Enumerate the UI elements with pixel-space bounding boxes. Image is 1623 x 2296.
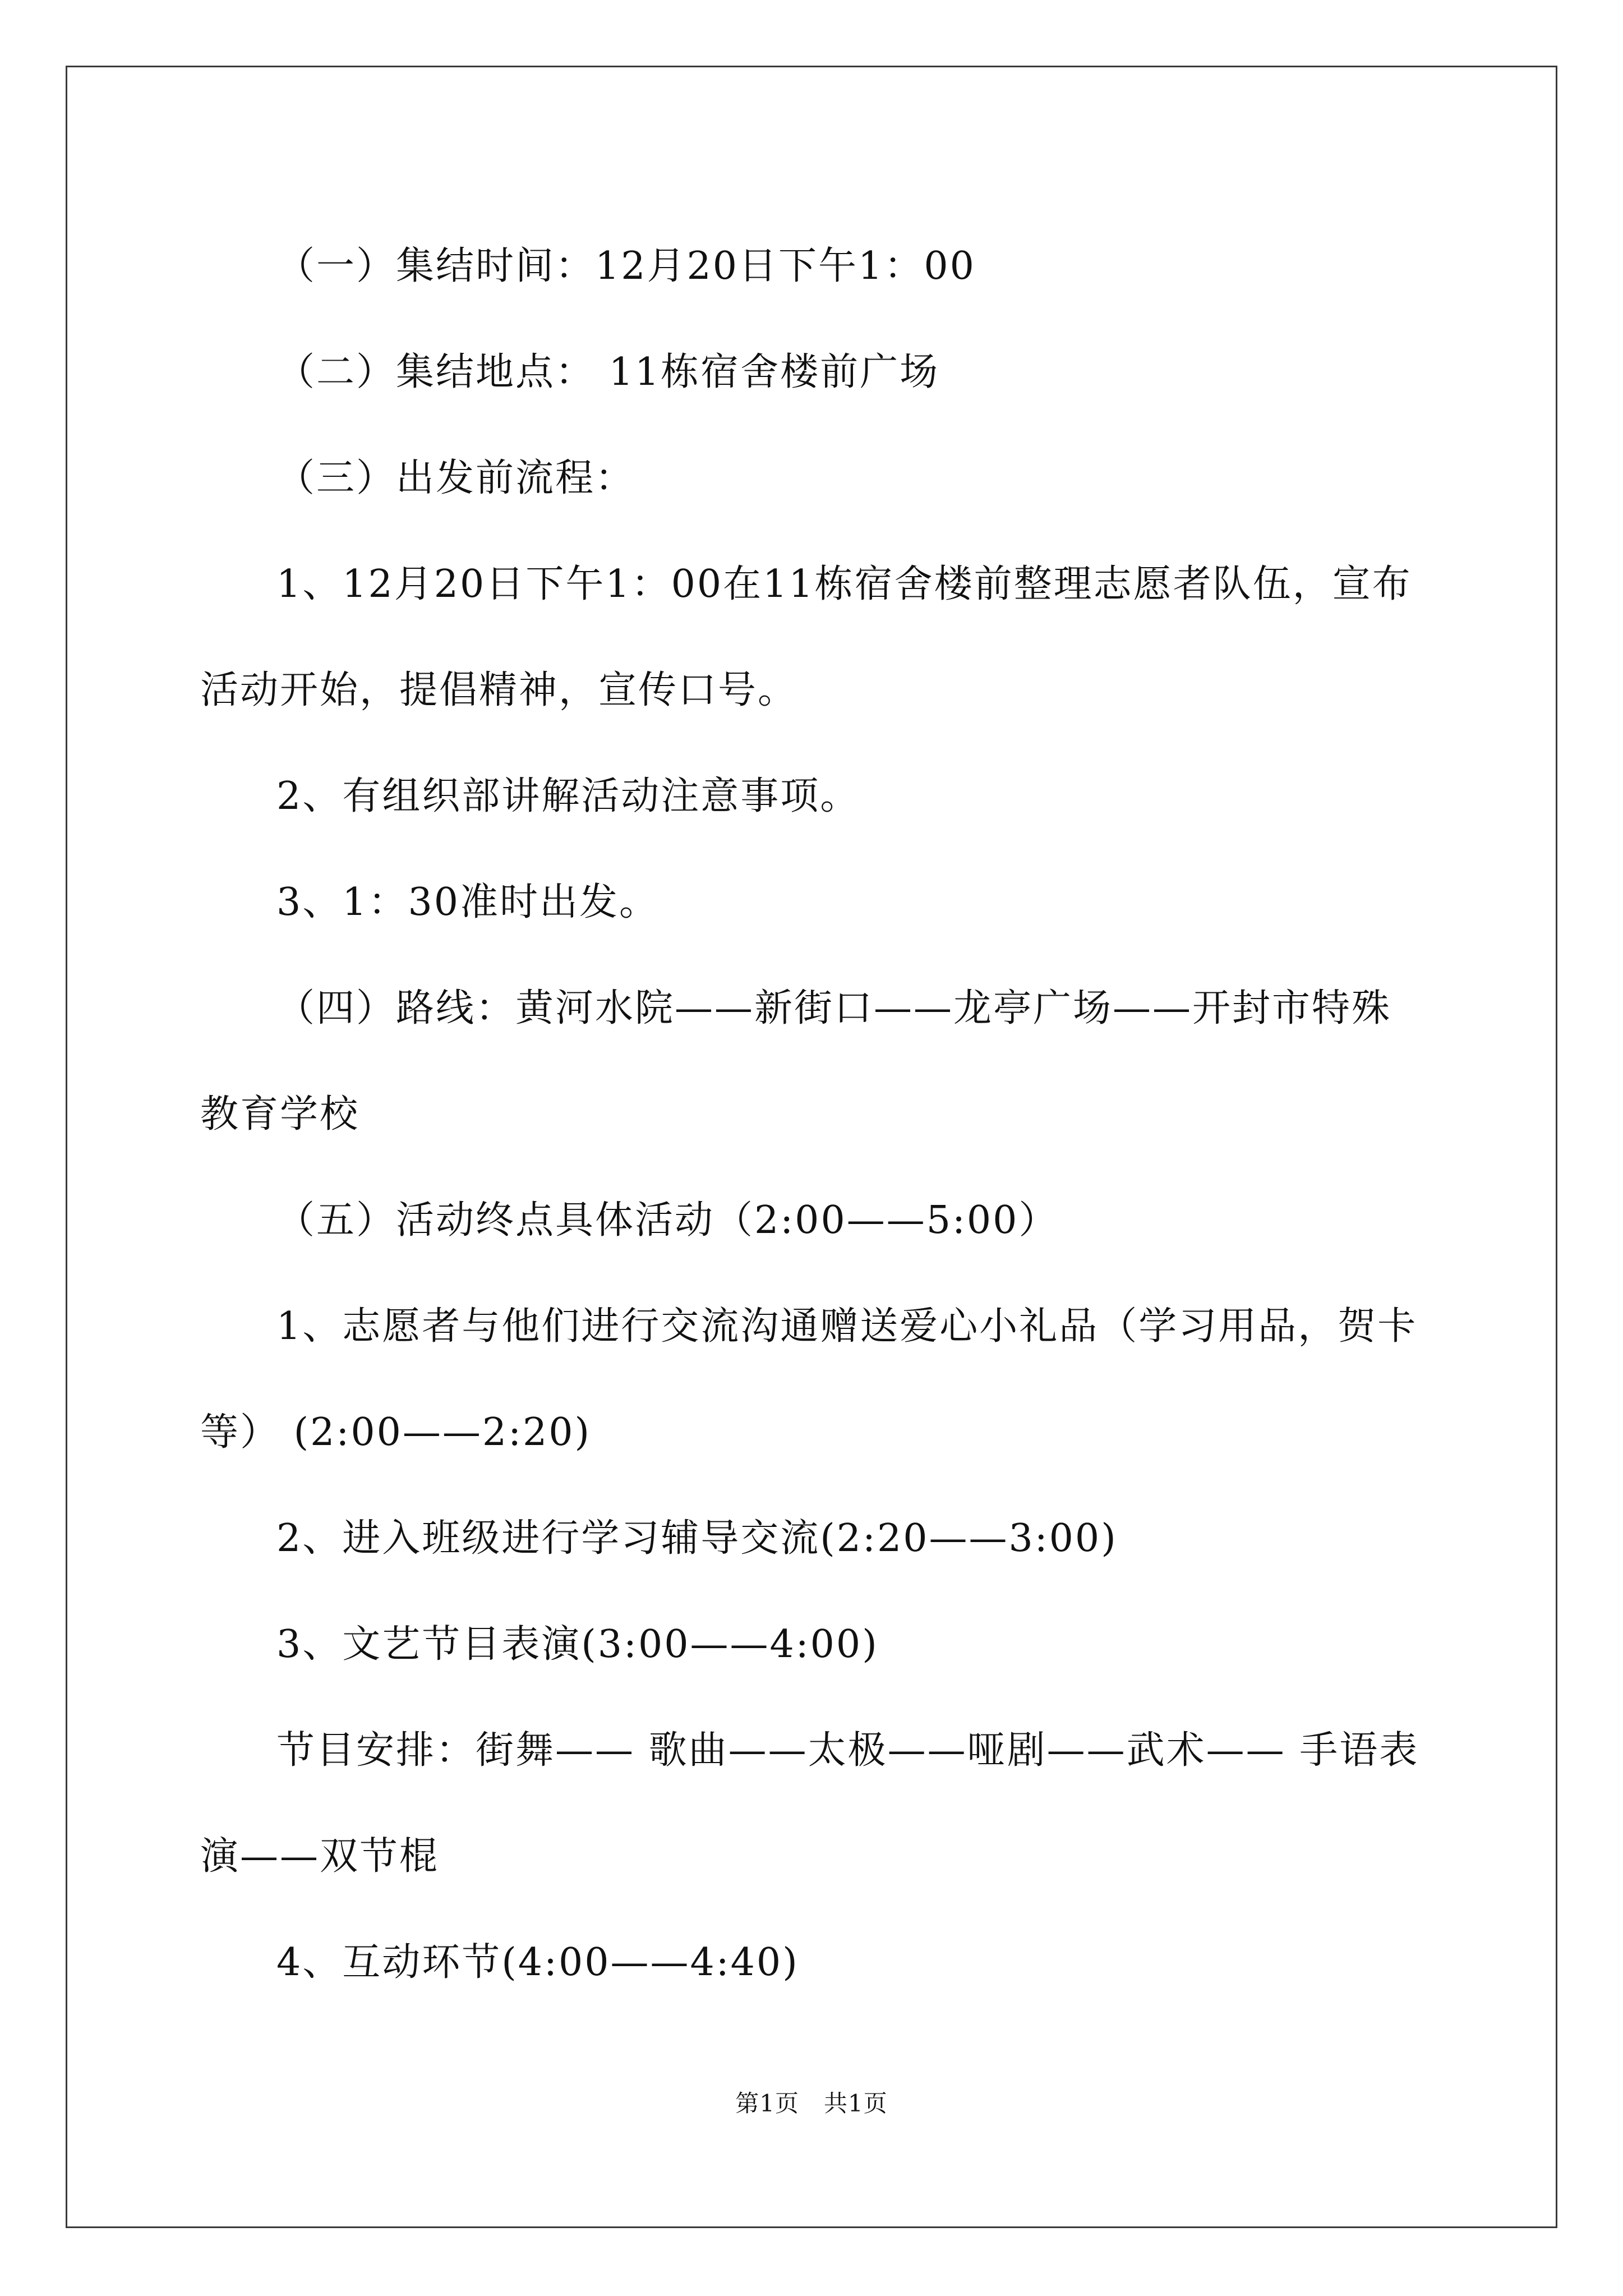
- page-number: 第1页: [735, 2090, 799, 2117]
- paragraph-pre-departure-heading: （三）出发前流程：: [276, 456, 635, 500]
- page-footer: [0, 2087, 1623, 2120]
- paragraph-program-list: 节目安排：街舞—— 歌曲——太极——哑剧——武术—— 手语表演——双节棍: [200, 1728, 1419, 1879]
- paragraph-assembly-place: （二）集结地点： 11栋宿舍楼前广场: [276, 350, 940, 394]
- paragraph-activity-1: 1、志愿者与他们进行交流沟通赠送爱心小礼品（学习用品，贺卡等） (2:00——2:20): [200, 1304, 1418, 1455]
- paragraph-activity-3: 3、文艺节目表演(3:00——4:00): [276, 1622, 879, 1667]
- paragraph-activity-4: 4、互动环节(4:00——4:40): [276, 1940, 799, 1985]
- paragraph-step-3: 3、1：30准时出发。: [276, 880, 660, 924]
- paragraph-assembly-time: （一）集结时间：12月20日下午1：00: [276, 244, 976, 288]
- paragraph-step-2: 2、有组织部讲解活动注意事项。: [276, 774, 860, 818]
- paragraph-route: （四）路线：黄河水院——新街口——龙亭广场——开封市特殊教育学校: [200, 986, 1392, 1137]
- paragraph-activities-heading: （五）活动终点具体活动（2:00——5:00）: [276, 1198, 1059, 1243]
- page-total: 共1页: [824, 2090, 888, 2117]
- paragraph-step-1: 1、12月20日下午1：00在11栋宿舍楼前整理志愿者队伍，宣布活动开始，提倡精神，宣传口号。: [200, 562, 1412, 712]
- paragraph-activity-2: 2、进入班级进行学习辅导交流(2:20——3:00): [276, 1516, 1118, 1561]
- document-body: [200, 213, 1428, 2016]
